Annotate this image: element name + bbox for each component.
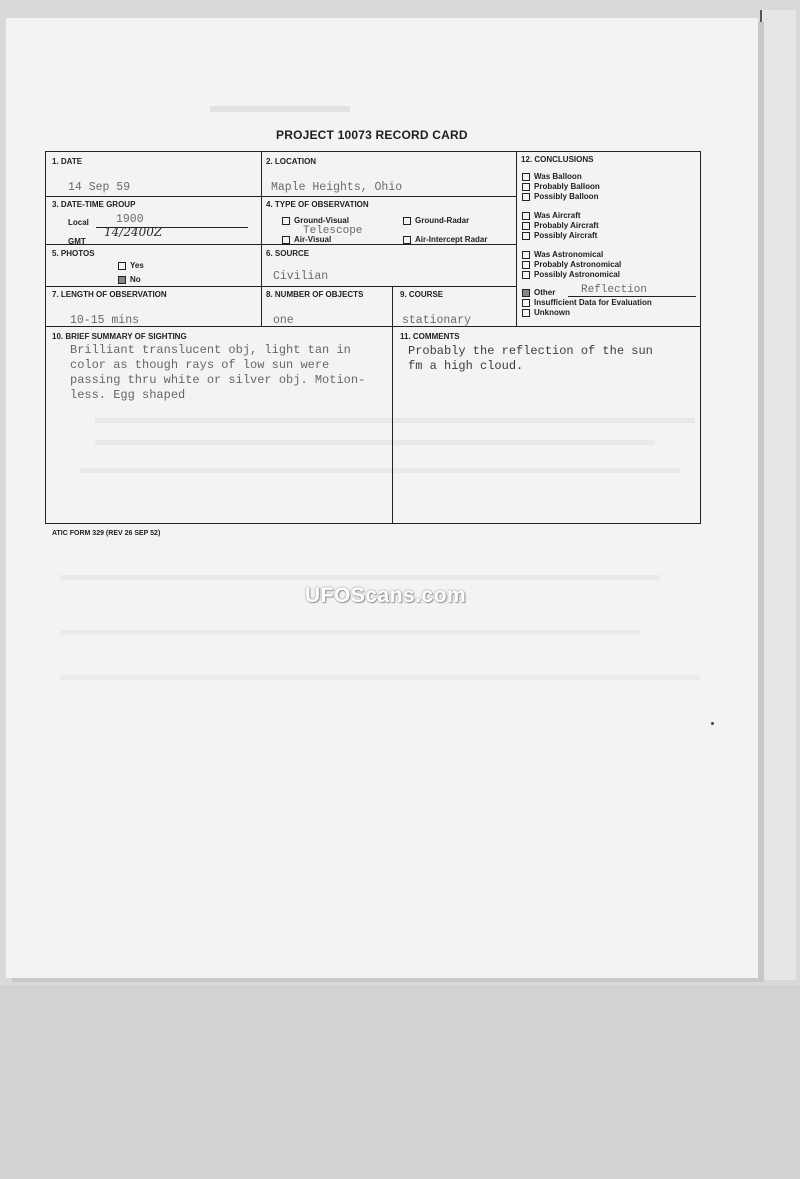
checkbox <box>522 261 530 269</box>
air-visual-option: Air-Visual <box>282 235 331 244</box>
checkbox <box>282 217 290 225</box>
ground-visual-option: Ground-Visual <box>282 216 349 225</box>
location-label: 2. LOCATION <box>266 157 317 166</box>
bleed-through <box>210 106 350 112</box>
checkbox <box>118 262 126 270</box>
conclusion-option: Was Aircraft <box>522 211 599 221</box>
comments-label: 11. COMMENTS <box>400 332 460 341</box>
checkbox <box>282 236 290 244</box>
checkbox <box>522 232 530 240</box>
aircraft-options <box>522 211 599 241</box>
course-value: stationary <box>402 314 472 327</box>
lower-sheet-edge <box>0 985 800 1179</box>
source-label: 6. SOURCE <box>266 249 310 258</box>
watermark: UFOScans.com <box>305 584 467 607</box>
objects-label: 8. NUMBER OF OBJECTS <box>266 290 364 299</box>
conclusion-option: Probably Balloon <box>522 182 600 192</box>
length-label: 7. LENGTH OF OBSERVATION <box>52 290 167 299</box>
conclusion-option: Possibly Astronomical <box>522 270 621 280</box>
conclusion-option: Was Balloon <box>522 172 600 182</box>
checkbox <box>522 271 530 279</box>
telescope-note: Telescope <box>303 225 363 237</box>
balloon-options <box>522 172 600 202</box>
checkbox <box>522 289 530 297</box>
astronomical-options <box>522 250 621 280</box>
other-value: Reflection <box>581 284 648 296</box>
other-option: Other <box>522 288 555 297</box>
gmt-underline <box>89 244 248 245</box>
divider <box>261 152 262 326</box>
divider <box>46 286 516 287</box>
dtg-label: 3. DATE-TIME GROUP <box>52 200 136 209</box>
local-value: 1900 <box>116 213 144 226</box>
bleed-through <box>60 675 700 680</box>
form-number: ATIC FORM 329 (REV 26 SEP 52) <box>52 530 161 537</box>
comments-value: Probably the reflection of the sun fm a high cloud. <box>408 344 653 373</box>
divider <box>46 326 701 327</box>
air-intercept-option: Air-Intercept Radar <box>403 235 487 244</box>
unknown-option: Unknown <box>522 308 570 317</box>
checkbox <box>522 309 530 317</box>
date-label: 1. DATE <box>52 157 83 166</box>
conclusion-option: Possibly Balloon <box>522 192 600 202</box>
checkbox <box>522 299 530 307</box>
checkbox <box>522 222 530 230</box>
photos-label: 5. PHOTOS <box>52 249 95 258</box>
insufficient-option: Insufficient Data for Evaluation <box>522 298 652 307</box>
other-underline <box>568 296 696 297</box>
divider <box>46 196 516 197</box>
checkbox <box>522 251 530 259</box>
date-value: 14 Sep 59 <box>68 181 131 194</box>
bleed-through <box>60 575 660 580</box>
speck <box>711 722 714 725</box>
bleed-through <box>60 630 640 635</box>
conclusion-option: Was Astronomical <box>522 250 621 260</box>
divider <box>516 152 517 326</box>
photos-yes-option: Yes <box>118 261 144 270</box>
page-edge <box>760 10 796 980</box>
conclusion-option: Probably Aircraft <box>522 221 599 231</box>
gmt-value: 14/2400Z <box>104 225 163 239</box>
checkbox <box>403 236 411 244</box>
conclusions-label: 12. CONCLUSIONS <box>521 155 594 164</box>
record-card-form <box>45 151 701 524</box>
summary-label: 10. BRIEF SUMMARY OF SIGHTING <box>52 332 187 341</box>
conclusion-option: Probably Astronomical <box>522 260 621 270</box>
source-value: Civilian <box>273 270 329 283</box>
conclusion-option: Possibly Aircraft <box>522 231 599 241</box>
gmt-label: GMT <box>68 237 86 246</box>
location-value: Maple Heights, Ohio <box>271 181 403 194</box>
type-label: 4. TYPE OF OBSERVATION <box>266 200 369 209</box>
checkbox <box>522 173 530 181</box>
divider <box>392 286 393 524</box>
photos-no-option: No <box>118 275 141 284</box>
checkbox <box>522 183 530 191</box>
checkbox <box>118 276 126 284</box>
checkbox <box>522 212 530 220</box>
length-value: 10-15 mins <box>70 314 140 327</box>
local-label: Local <box>68 218 89 227</box>
summary-value: Brilliant translucent obj, light tan in color as though rays of low sun were passing thru white or silver obj. Motion- less. Egg shaped <box>70 343 366 402</box>
checkbox <box>403 217 411 225</box>
card-title: PROJECT 10073 RECORD CARD <box>276 128 468 142</box>
ground-radar-option: Ground-Radar <box>403 216 469 225</box>
objects-value: one <box>273 314 294 327</box>
checkbox <box>522 193 530 201</box>
course-label: 9. COURSE <box>400 290 444 299</box>
